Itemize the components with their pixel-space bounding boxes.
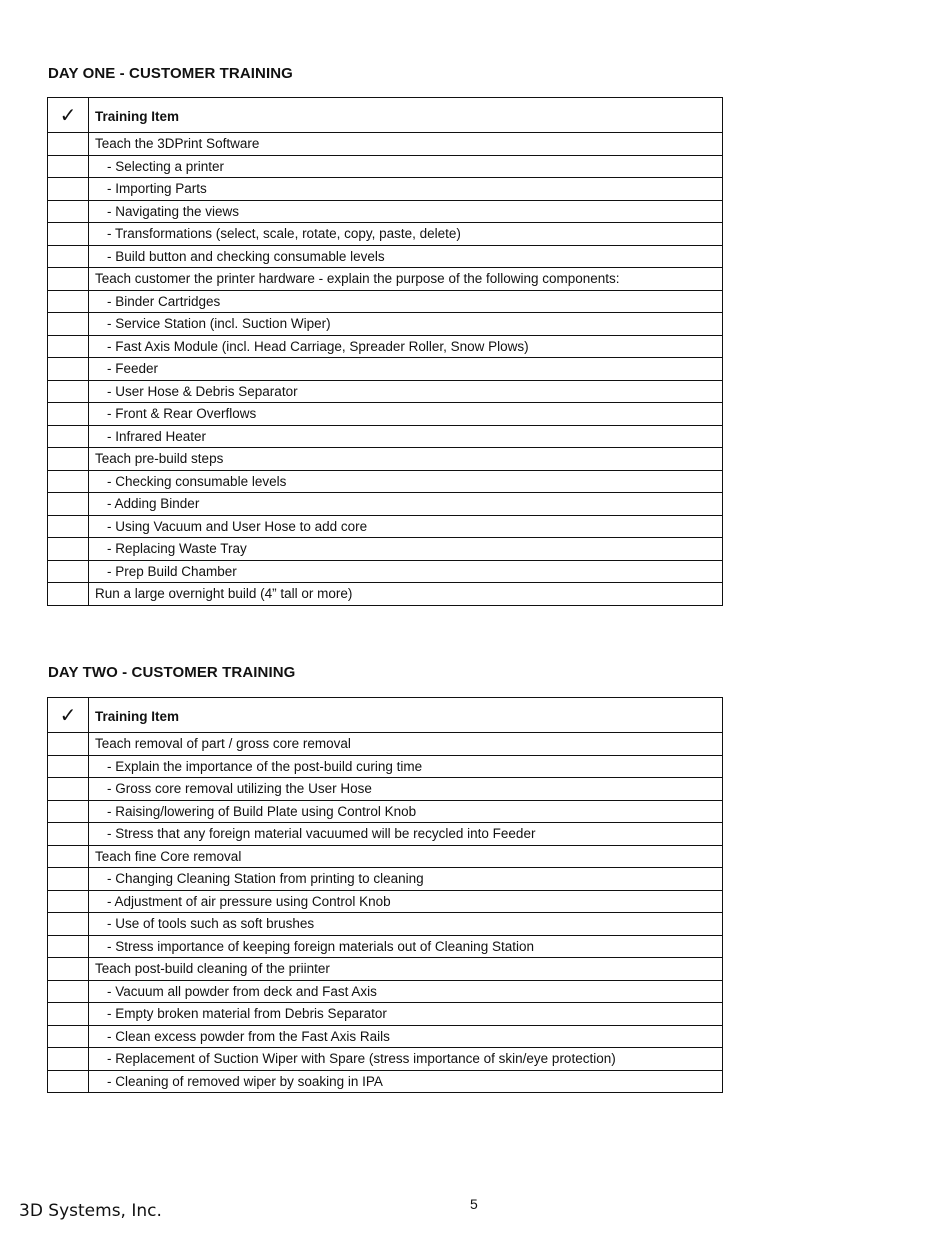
checkbox-cell[interactable]: [48, 313, 89, 336]
checkbox-cell[interactable]: [48, 1003, 89, 1026]
checkbox-cell[interactable]: [48, 493, 89, 516]
table-row: [48, 560, 723, 583]
table-row: [48, 1003, 723, 1026]
checkbox-cell[interactable]: [48, 245, 89, 268]
checkbox-cell[interactable]: [48, 935, 89, 958]
table-row: [48, 1025, 723, 1048]
table-row: [48, 448, 723, 471]
checkbox-cell[interactable]: [48, 890, 89, 913]
training-subitem: - Use of tools such as soft brushes: [89, 913, 723, 936]
training-subitem: - Importing Parts: [89, 178, 723, 201]
table-row: [48, 1070, 723, 1093]
checkbox-cell[interactable]: [48, 178, 89, 201]
checkbox-cell[interactable]: [48, 778, 89, 801]
checkbox-cell[interactable]: [48, 133, 89, 156]
checkbox-cell[interactable]: [48, 290, 89, 313]
checkbox-cell[interactable]: [48, 823, 89, 846]
checkbox-cell[interactable]: [48, 470, 89, 493]
training-subitem: - Replacing Waste Tray: [89, 538, 723, 561]
training-subitem: - Front & Rear Overflows: [89, 403, 723, 426]
table-row: [48, 538, 723, 561]
training-subitem: - Binder Cartridges: [89, 290, 723, 313]
training-subitem: - Prep Build Chamber: [89, 560, 723, 583]
table-row: [48, 380, 723, 403]
training-subitem: - Cleaning of removed wiper by soaking in IPA: [89, 1070, 723, 1093]
training-subitem: - Adding Binder: [89, 493, 723, 516]
training-item: Teach fine Core removal: [89, 845, 723, 868]
checkmark-icon: ✓: [48, 698, 89, 733]
table-row: [48, 890, 723, 913]
training-subitem: - Raising/lowering of Build Plate using Control Knob: [89, 800, 723, 823]
training-subitem: - Empty broken material from Debris Separator: [89, 1003, 723, 1026]
table-row: [48, 778, 723, 801]
training-item: Teach pre-build steps: [89, 448, 723, 471]
table-row: [48, 313, 723, 336]
checkmark-icon: ✓: [48, 98, 89, 133]
table-row: [48, 913, 723, 936]
checkbox-cell[interactable]: [48, 583, 89, 606]
table-header-row: [48, 98, 723, 133]
training-subitem: - Transformations (select, scale, rotate, copy, paste, delete): [89, 223, 723, 246]
checkbox-cell[interactable]: [48, 845, 89, 868]
checkbox-cell[interactable]: [48, 358, 89, 381]
table-row: [48, 403, 723, 426]
training-subitem: - Gross core removal utilizing the User Hose: [89, 778, 723, 801]
table-row: [48, 133, 723, 156]
training-item: Teach the 3DPrint Software: [89, 133, 723, 156]
training-subitem: - Infrared Heater: [89, 425, 723, 448]
training-item-header: Training Item: [89, 698, 723, 733]
training-subitem: - Feeder: [89, 358, 723, 381]
checkbox-cell[interactable]: [48, 980, 89, 1003]
checkbox-cell[interactable]: [48, 538, 89, 561]
checkbox-cell[interactable]: [48, 335, 89, 358]
checkbox-cell[interactable]: [48, 268, 89, 291]
training-subitem: - Navigating the views: [89, 200, 723, 223]
training-item: Teach customer the printer hardware - explain the purpose of the following components:: [89, 268, 723, 291]
table-row: [48, 155, 723, 178]
page-number: 5: [470, 1196, 478, 1212]
table-row: [48, 515, 723, 538]
table-row: [48, 470, 723, 493]
day-one-title: DAY ONE - CUSTOMER TRAINING: [48, 65, 293, 82]
training-subitem: - Explain the importance of the post-build curing time: [89, 755, 723, 778]
training-subitem: - Clean excess powder from the Fast Axis Rails: [89, 1025, 723, 1048]
training-subitem: - Checking consumable levels: [89, 470, 723, 493]
table-row: [48, 358, 723, 381]
checkbox-cell[interactable]: [48, 1048, 89, 1071]
training-subitem: - User Hose & Debris Separator: [89, 380, 723, 403]
table-row: [48, 268, 723, 291]
day-one-training-table: [47, 97, 723, 606]
checkbox-cell[interactable]: [48, 958, 89, 981]
table-row: [48, 200, 723, 223]
training-subitem: - Fast Axis Module (incl. Head Carriage, Spreader Roller, Snow Plows): [89, 335, 723, 358]
table-row: [48, 583, 723, 606]
day-two-title: DAY TWO - CUSTOMER TRAINING: [48, 664, 296, 681]
table-header-row: [48, 698, 723, 733]
table-row: [48, 980, 723, 1003]
checkbox-cell[interactable]: [48, 403, 89, 426]
table-row: [48, 335, 723, 358]
checkbox-cell[interactable]: [48, 425, 89, 448]
training-subitem: - Changing Cleaning Station from printing to cleaning: [89, 868, 723, 891]
table-row: [48, 755, 723, 778]
training-subitem: - Stress that any foreign material vacuumed will be recycled into Feeder: [89, 823, 723, 846]
training-item-header: Training Item: [89, 98, 723, 133]
table-row: [48, 733, 723, 756]
table-row: [48, 178, 723, 201]
table-row: [48, 290, 723, 313]
table-row: [48, 868, 723, 891]
table-row: [48, 958, 723, 981]
training-item: Teach removal of part / gross core removal: [89, 733, 723, 756]
training-subitem: - Adjustment of air pressure using Control Knob: [89, 890, 723, 913]
table-row: [48, 223, 723, 246]
checkbox-cell[interactable]: [48, 868, 89, 891]
table-row: [48, 245, 723, 268]
training-item: Run a large overnight build (4” tall or more): [89, 583, 723, 606]
footer-company-name: 3D Systems, Inc.: [19, 1201, 162, 1221]
checkbox-cell[interactable]: [48, 560, 89, 583]
checkbox-cell[interactable]: [48, 448, 89, 471]
table-row: [48, 425, 723, 448]
training-subitem: - Stress importance of keeping foreign materials out of Cleaning Station: [89, 935, 723, 958]
checkbox-cell[interactable]: [48, 1025, 89, 1048]
checkbox-cell[interactable]: [48, 800, 89, 823]
table-row: [48, 1048, 723, 1071]
table-row: [48, 823, 723, 846]
checkbox-cell[interactable]: [48, 380, 89, 403]
training-subitem: - Service Station (incl. Suction Wiper): [89, 313, 723, 336]
checkbox-cell[interactable]: [48, 223, 89, 246]
checkbox-cell[interactable]: [48, 755, 89, 778]
table-row: [48, 493, 723, 516]
day-two-training-table: [47, 697, 723, 1093]
training-subitem: - Using Vacuum and User Hose to add core: [89, 515, 723, 538]
training-subitem: - Selecting a printer: [89, 155, 723, 178]
table-row: [48, 845, 723, 868]
checkbox-cell[interactable]: [48, 913, 89, 936]
training-subitem: - Build button and checking consumable levels: [89, 245, 723, 268]
checkbox-cell[interactable]: [48, 515, 89, 538]
training-subitem: - Vacuum all powder from deck and Fast Axis: [89, 980, 723, 1003]
checkbox-cell[interactable]: [48, 155, 89, 178]
table-row: [48, 800, 723, 823]
checkbox-cell[interactable]: [48, 200, 89, 223]
training-subitem: - Replacement of Suction Wiper with Spare (stress importance of skin/eye protection): [89, 1048, 723, 1071]
table-row: [48, 935, 723, 958]
checkbox-cell[interactable]: [48, 733, 89, 756]
checkbox-cell[interactable]: [48, 1070, 89, 1093]
training-item: Teach post-build cleaning of the priinter: [89, 958, 723, 981]
